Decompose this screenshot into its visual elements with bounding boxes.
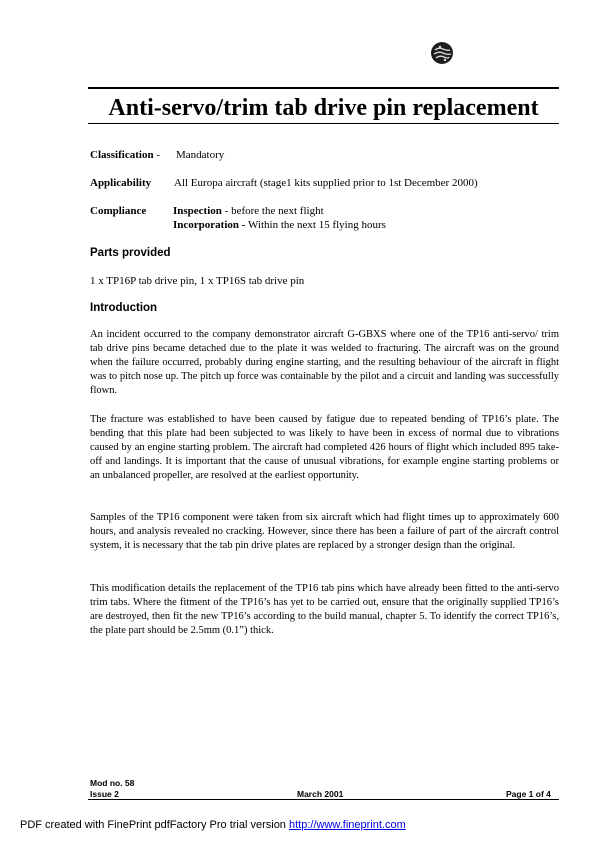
classification-label: Classification <box>90 149 154 161</box>
pdf-creator-text: PDF created with FinePrint pdfFactory Pro trial version <box>20 819 289 831</box>
classification-row <box>90 148 160 162</box>
parts-text: 1 x TP16P tab drive pin, 1 x TP16S tab drive pin <box>90 275 305 287</box>
footer-date: March 2001 <box>297 789 344 799</box>
compliance-label: Compliance <box>90 205 147 217</box>
circular-emblem-icon <box>431 42 453 64</box>
header-rule <box>88 87 559 89</box>
compliance-incorporation <box>173 218 386 232</box>
pdf-creator-note <box>20 818 406 832</box>
title-underline <box>88 123 559 124</box>
classification-value: Mandatory <box>176 149 225 161</box>
incorporation-label: Incorporation - <box>173 219 246 231</box>
applicability-label: Applicability <box>90 177 152 189</box>
parts-heading: Parts provided <box>90 247 171 259</box>
intro-paragraph: The fracture was established to have been caused by fatigue due to repeated bending of TP16’s plate. The bending that this plate had been subjected to was likely to have been in excess of normal due to vibrations caused by an engine starting problem. The aircraft had completed 426 hours of flight which included 895 take-off and landings. It is important that the cause of unusual vibrations, for example engine starting problems or an unbalanced propeller, are resolved at the earliest opportunity. <box>90 414 559 481</box>
footer-page-number: Page 1 of 4 <box>506 789 551 799</box>
intro-heading: Introduction <box>90 302 158 314</box>
applicability-value: All Europa aircraft (stage1 kits supplied prior to 1st December 2000) <box>174 177 478 189</box>
intro-paragraph: This modification details the replacement of the TP16 tab pins which have already been fitted to the anti-servo trim tabs. Where the fitment of the TP16’s has yet to be carried out, ensure that the originally supplied TP16’s are destroyed, then fit the new TP16’s according to the build manual, chapter 5. To identify the correct TP16’s, the plate part should be 2.5mm (0.1”) thick. <box>90 583 559 636</box>
footer-mod-number: Mod no. 58 <box>90 778 135 788</box>
incorporation-text: Within the next 15 flying hours <box>245 219 386 231</box>
footer-rule <box>88 799 559 800</box>
footer-issue: Issue 2 <box>90 789 119 799</box>
inspection-text: - before the next flight <box>221 205 324 217</box>
intro-paragraph: An incident occurred to the company demonstrator aircraft G-GBXS where one of the TP16 anti-servo/ trim tab drive pins became detached due to the plate it was welded to fracturing. The aircraft was on the ground when the failure occurred, probably during engine starting, and the resulting behaviour of the aircraft in flight was to pitch nose up. The pitch up force was containable by the pilot and a circuit and landing was successfully flown. <box>90 329 559 396</box>
fineprint-link[interactable]: http://www.fineprint.com <box>288 819 406 831</box>
compliance-inspection <box>173 204 324 218</box>
intro-paragraph: Samples of the TP16 component were taken from six aircraft which had flight times up to approximately 600 hours, and analysis revealed no cracking. However, since there has been a failure of part of the aircraft control system, it is necessary that the tab pin drive plates are replaced by a stronger design than the original. <box>90 512 559 551</box>
inspection-label: Inspection <box>173 205 222 217</box>
page-title: Anti-servo/trim tab drive pin replacement <box>108 95 539 121</box>
classification-separator: - <box>153 149 160 161</box>
